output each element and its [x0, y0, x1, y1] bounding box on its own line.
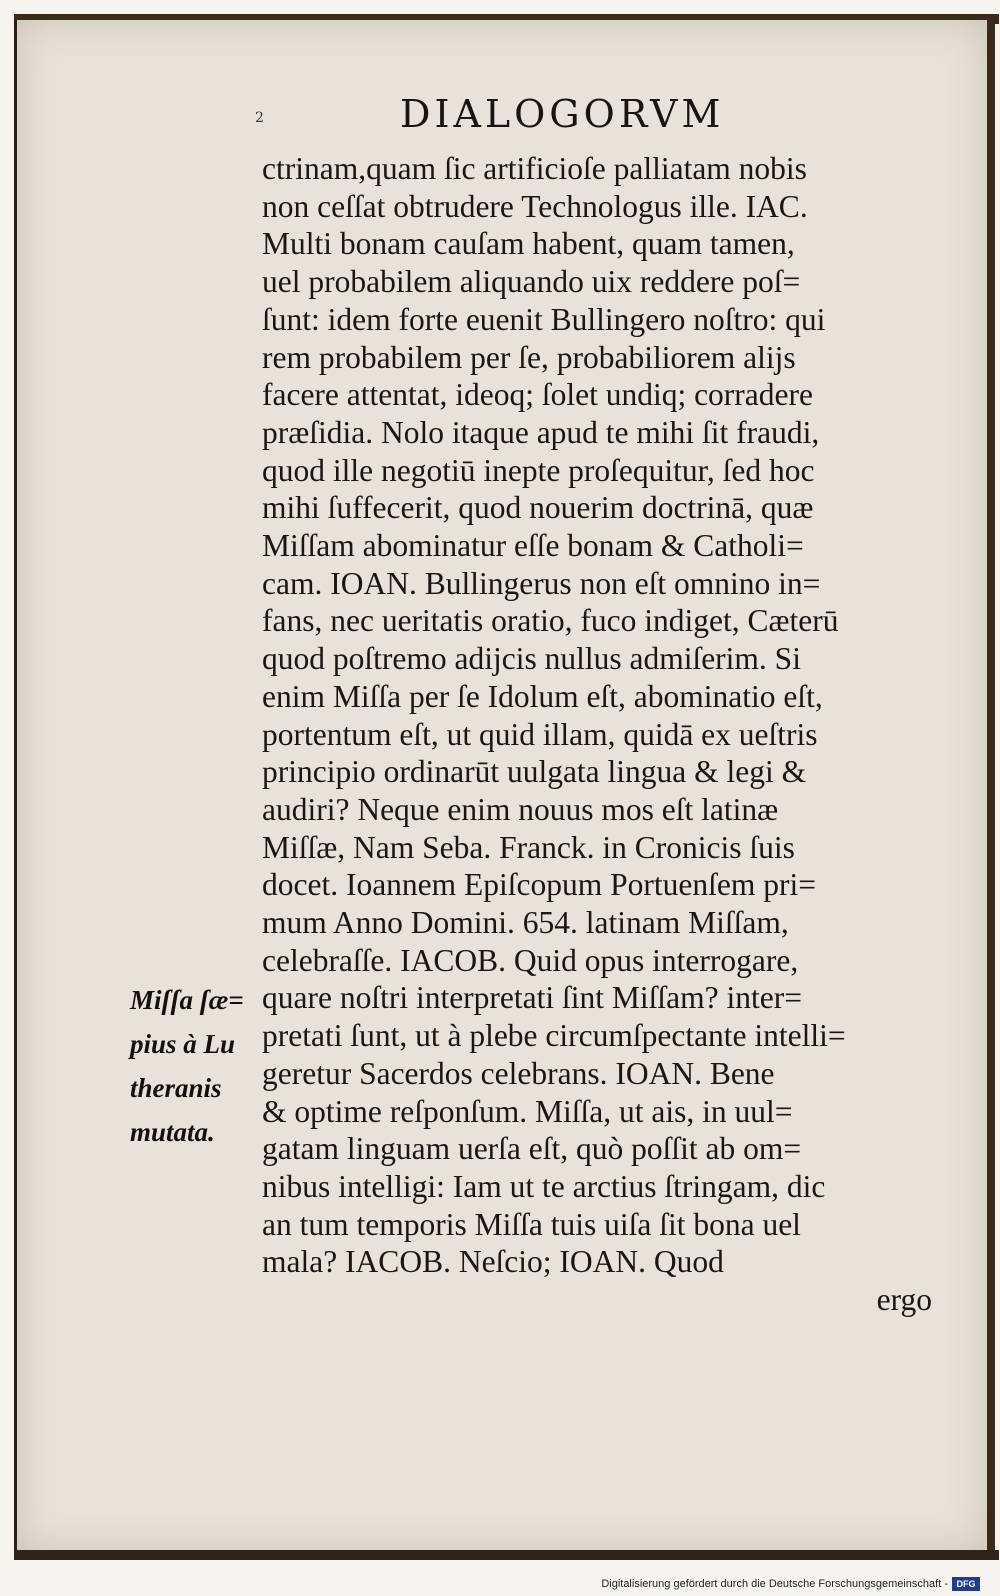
marginal-note-line: theranis [130, 1073, 222, 1103]
text-line: docet. Ioannem Epiſcopum Portuenſem pri= [262, 867, 817, 903]
text-line: mihi ſuffecerit, quod nouerim doctrinā, quæ [262, 490, 814, 526]
text-line: ſunt: idem forte euenit Bullingero noſtro: qui [262, 301, 826, 337]
text-line: rem probabilem per ſe, probabiliorem alijs [262, 339, 796, 375]
catchword: ergo [876, 1282, 932, 1318]
text-line: & optime reſponſum. Miſſa, ut ais, in uul= [262, 1093, 793, 1129]
text-line: Miſſam abominatur eſſe bonam & Catholi= [262, 528, 804, 564]
marginal-note-line: pius à Lu [130, 1029, 236, 1059]
text-line: cam. IOAN. Bullingerus non eſt omnino in= [262, 565, 821, 601]
text-line: pretati ſunt, ut à plebe circumſpectante intelli= [262, 1018, 846, 1054]
body-text [262, 150, 932, 1319]
text-line: enim Miſſa per ſe Idolum eſt, abominatio eſt, [262, 678, 823, 714]
text-line: mum Anno Domini. 654. latinam Miſſam, [262, 905, 789, 941]
footer-credit: Digitalisierung gefördert durch die Deutsche Forschungsgemeinschaft - [601, 1578, 948, 1590]
text-line: gatam linguam uerſa eſt, quò poſſit ab om= [262, 1131, 802, 1167]
text-line: portentum eſt, ut quid illam, quidā ex ueſtris [262, 716, 818, 752]
marginal-note-line: Miſſa ſæ= [130, 985, 244, 1015]
text-line: quare noſtri interpretati ſint Miſſam? inter= [262, 980, 802, 1016]
text-line: geretur Sacerdos celebrans. IOAN. Bene [262, 1055, 775, 1091]
page-bottom-edge [14, 1550, 999, 1560]
text-line: præſidia. Nolo itaque apud te mihi ſit fraudi, [262, 414, 820, 450]
text-line: an tum temporis Miſſa tuis uiſa ſit bona uel [262, 1206, 801, 1242]
text-line: quod poſtremo adijcis nullus admiſerim. Si [262, 641, 801, 677]
text-line: audiri? Neque enim nouus mos eſt latinæ [262, 791, 779, 827]
running-head: DIALOGORVM [400, 92, 725, 136]
text-line: principio ordinarūt uulgata lingua & legi & [262, 754, 807, 790]
text-line: Miſſæ, Nam Seba. Franck. in Cronicis ſuis [262, 829, 795, 865]
text-line: uel probabilem aliquando uix reddere poſ= [262, 264, 801, 300]
dfg-logo: DFG [952, 1577, 980, 1591]
text-line: facere attentat, ideoq; ſolet undiq; corradere [262, 377, 813, 413]
marginal-note [130, 978, 260, 1154]
text-line: celebraſſe. IACOB. Quid opus interrogare, [262, 942, 799, 978]
footer [0, 1574, 1000, 1596]
text-line: non ceſſat obtrudere Technologus ille. IAC. [262, 188, 808, 224]
marginal-note-line: mutata. [130, 1117, 215, 1147]
text-line: quod ille negotiū inepte proſequitur, ſed hoc [262, 452, 815, 488]
page-number: 2 [255, 110, 264, 126]
text-line: ctrinam,quam ſic artificioſe palliatam nobis [262, 151, 807, 186]
text-line: mala? IACOB. Neſcio; IOAN. Quod [262, 1244, 724, 1280]
text-line: Multi bonam cauſam habent, quam tamen, [262, 226, 795, 262]
text-line: nibus intelligi: Iam ut te arctius ſtringam, dic [262, 1168, 826, 1204]
text-line: fans, nec ueritatis oratio, fuco indiget, Cæterū [262, 603, 839, 639]
